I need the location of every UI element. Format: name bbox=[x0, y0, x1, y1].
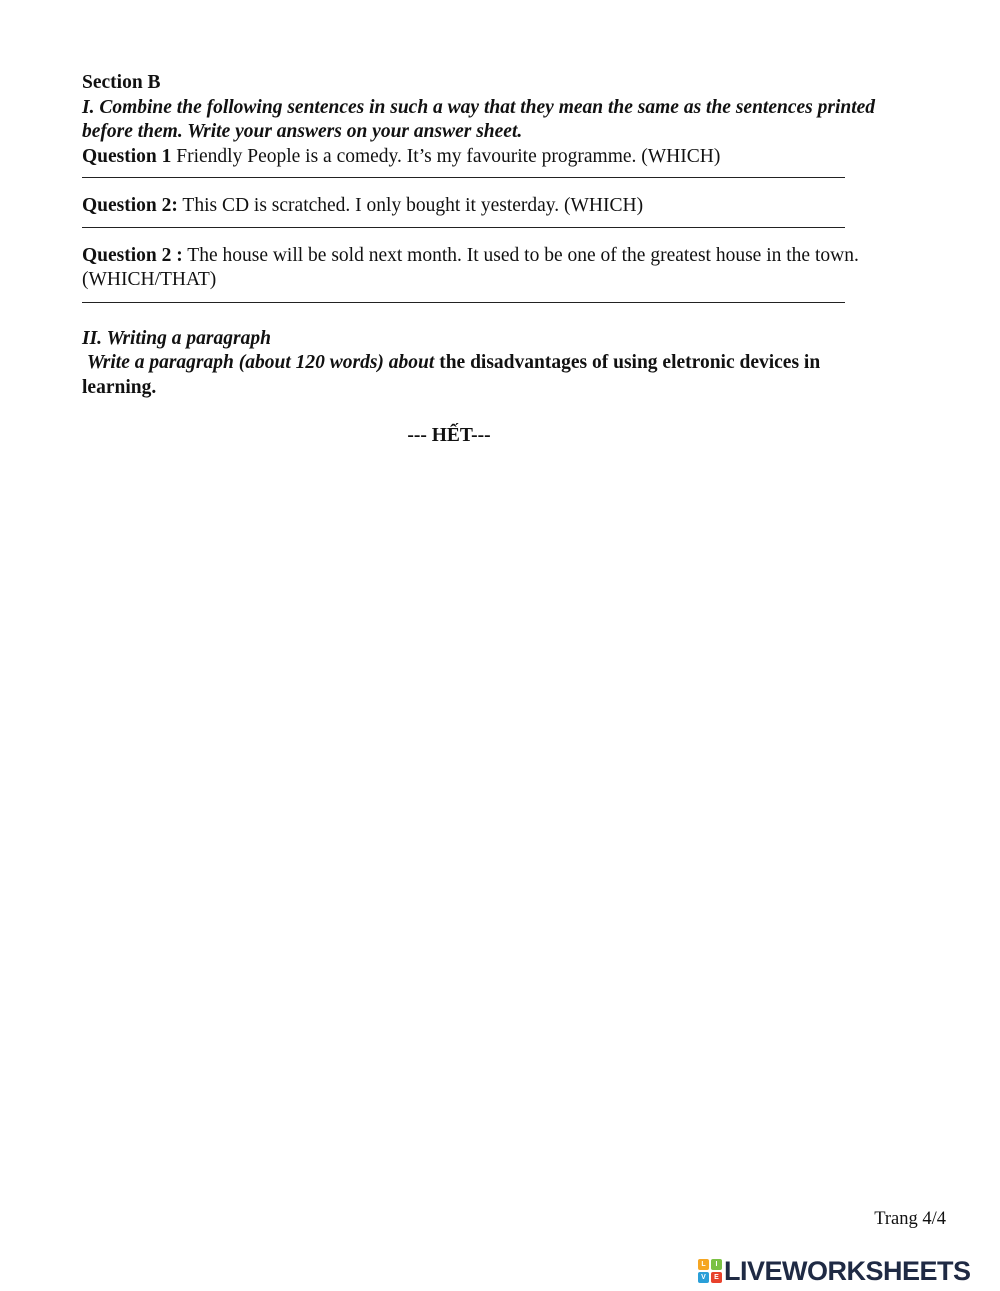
end-mark: --- HẾT--- bbox=[407, 425, 491, 446]
answer-line-1[interactable] bbox=[82, 177, 845, 178]
writing-prompt-topic-line2: learning. bbox=[82, 376, 157, 398]
answer-line-2[interactable] bbox=[82, 227, 845, 228]
logo-tile-l: L bbox=[698, 1259, 709, 1270]
writing-prompt-topic: the disadvantages of using eletronic devices in bbox=[439, 352, 821, 373]
instruction-line-2: before them. Write your answers on your answer sheet. bbox=[82, 121, 523, 142]
question-1-text: Friendly People is a comedy. It’s my favourite programme. (WHICH) bbox=[171, 145, 721, 167]
liveworksheets-icon bbox=[698, 1259, 722, 1283]
logo-tile-i: I bbox=[711, 1259, 722, 1270]
logo-tile-v: V bbox=[698, 1272, 709, 1283]
writing-prompt-italic: Write a paragraph (about 120 words) about bbox=[86, 352, 435, 373]
question-3-text: The house will be sold next month. It used to be one of the greatest house in the town. bbox=[182, 244, 859, 266]
writing-heading: II. Writing a paragraph bbox=[82, 327, 271, 349]
answer-line-3[interactable] bbox=[82, 302, 845, 303]
question-3 bbox=[82, 244, 952, 269]
liveworksheets-wordmark: LIVEWORKSHEETS bbox=[724, 1255, 971, 1286]
liveworksheets-logo bbox=[698, 1256, 971, 1286]
question-2-text: This CD is scratched. I only bought it yesterday. (WHICH) bbox=[177, 195, 644, 216]
document-page bbox=[82, 71, 952, 449]
question-3-label: Question 2 : bbox=[82, 244, 183, 266]
page-number: Trang 4/4 bbox=[874, 1209, 946, 1229]
writing-prompt bbox=[82, 351, 952, 376]
question-3-text-line2: (WHICH/THAT) bbox=[82, 269, 217, 290]
question-1 bbox=[82, 145, 952, 170]
section-title: Section B bbox=[82, 72, 161, 93]
logo-tile-e: E bbox=[711, 1272, 722, 1283]
instruction-line-1: I. Combine the following sentences in such a way that they mean the same as the sentences printed bbox=[82, 96, 876, 118]
question-2-label: Question 2: bbox=[82, 195, 178, 216]
question-2 bbox=[82, 194, 952, 219]
question-1-label: Question 1 bbox=[82, 145, 172, 167]
